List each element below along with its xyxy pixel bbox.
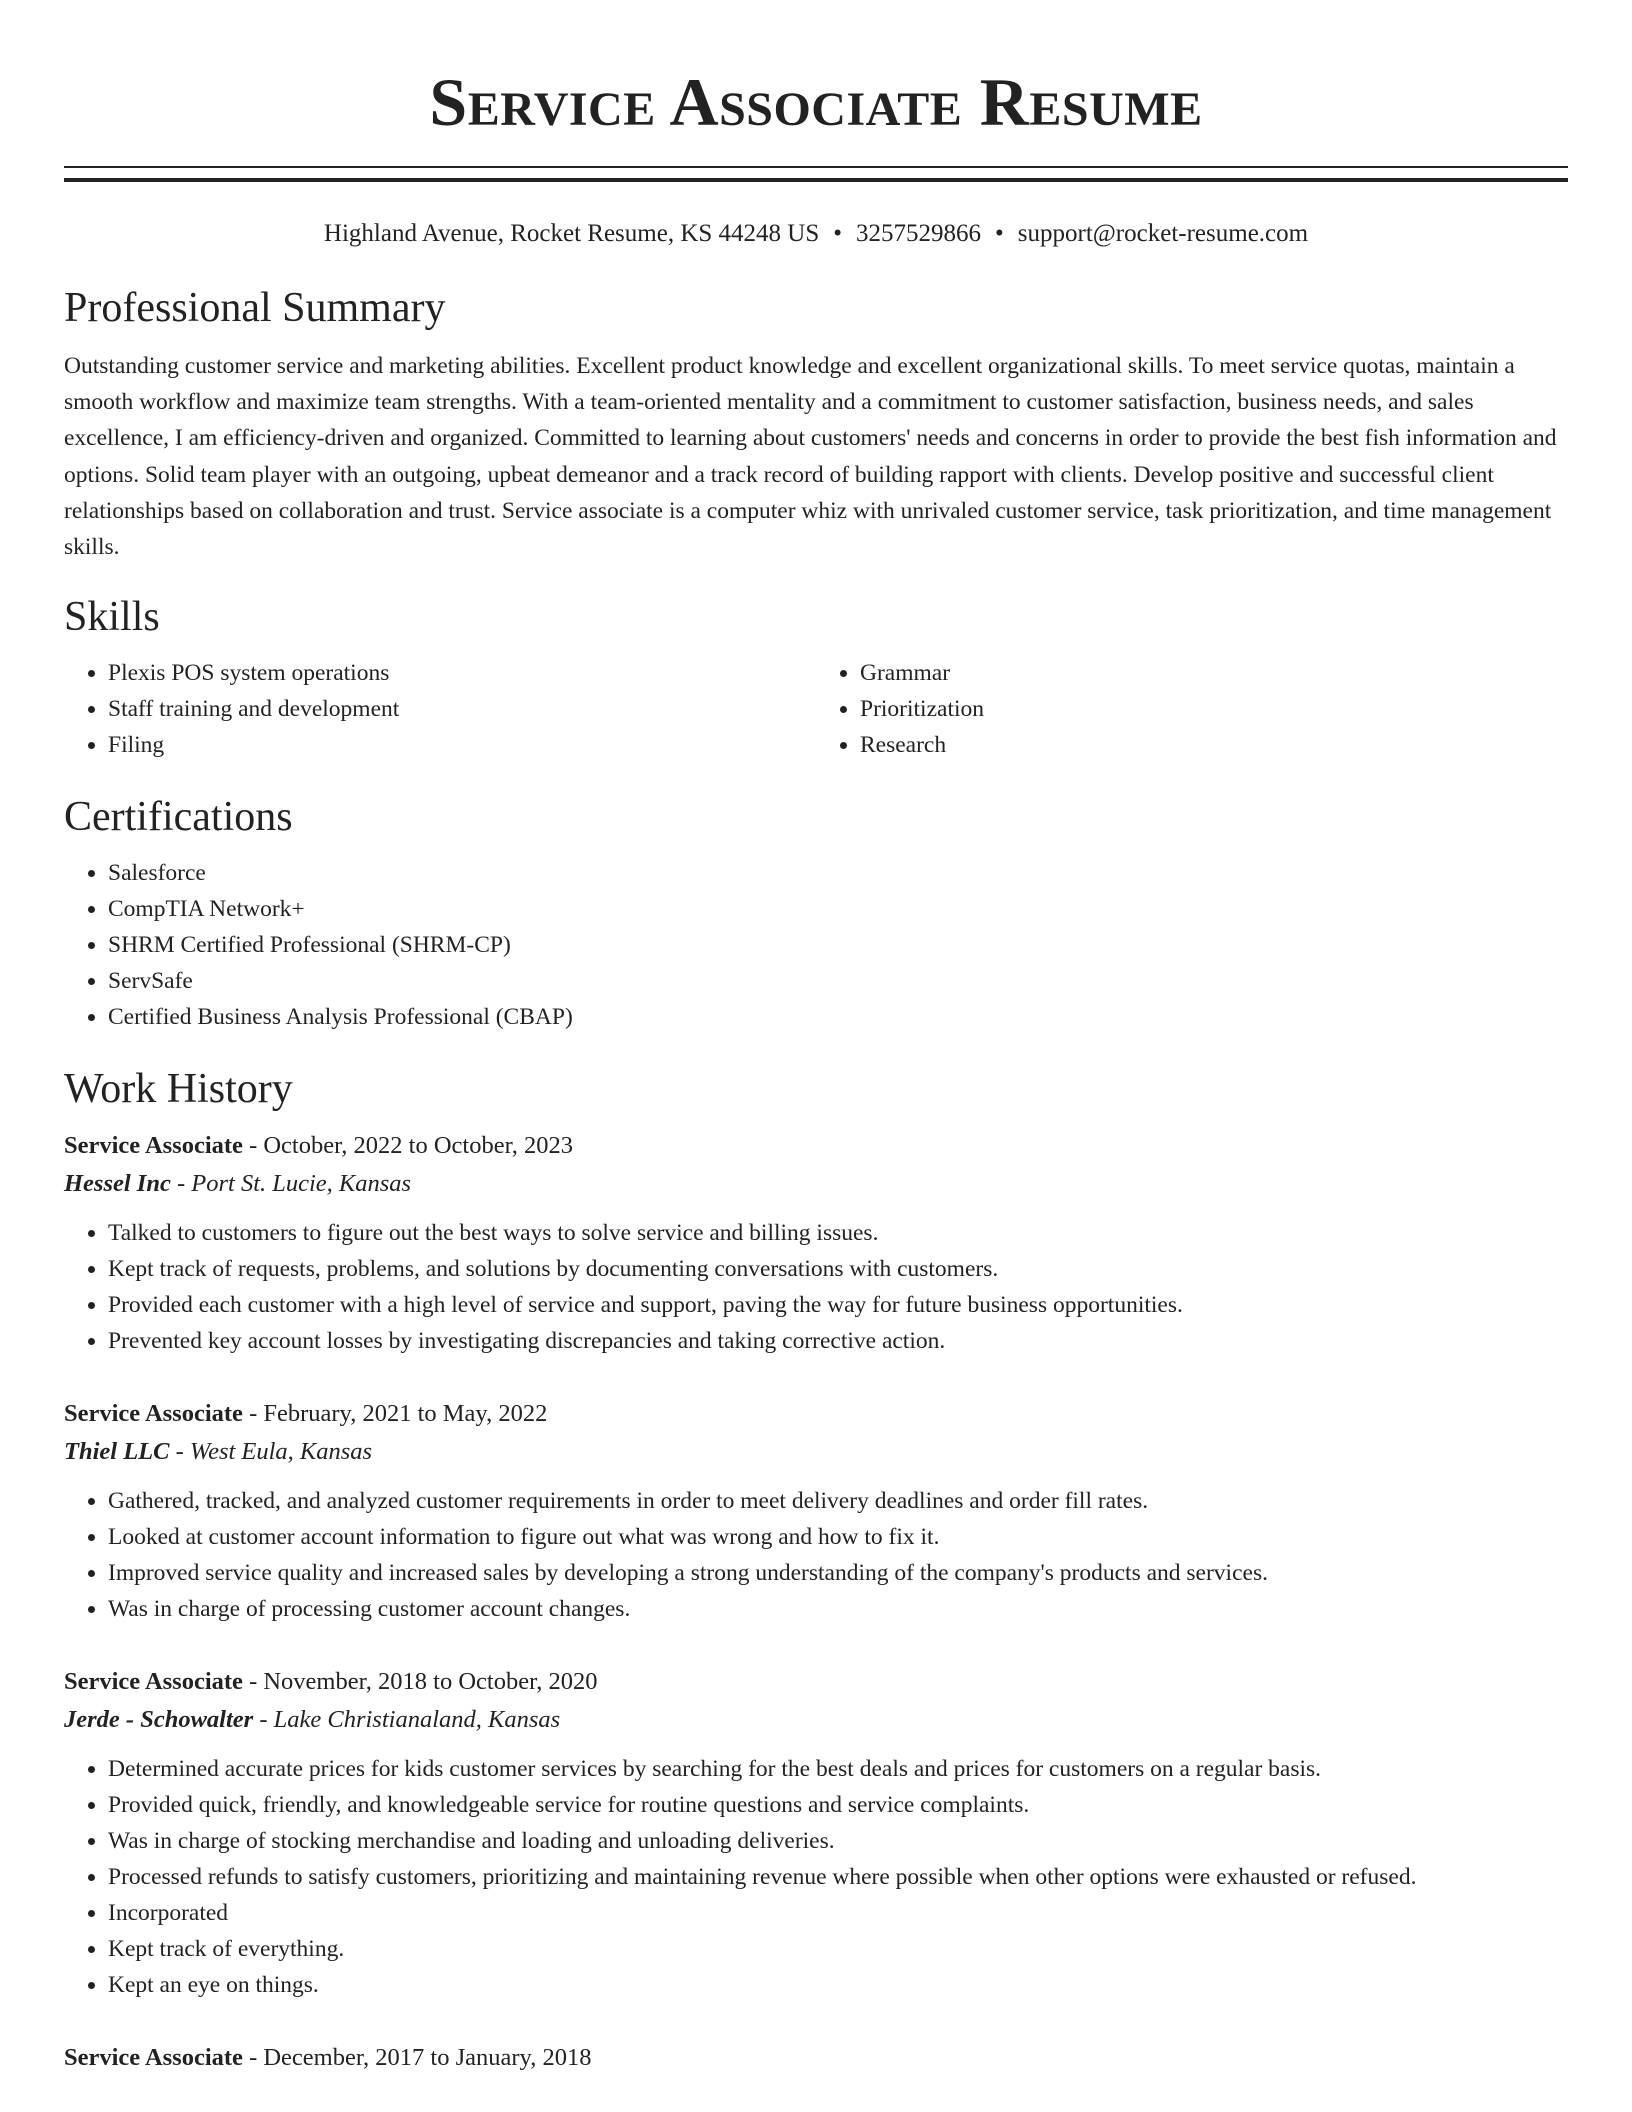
contact-email: support@rocket-resume.com	[1017, 220, 1309, 247]
certification-item: • ServSafe	[108, 963, 1568, 999]
job-dates: February, 2021 to May, 2022	[263, 1400, 548, 1428]
job-title-line	[64, 1127, 1568, 1165]
work-history-heading: Work History	[64, 1066, 293, 1113]
skills-columns	[64, 655, 1568, 763]
job-bullet: • Kept track of requests, problems, and solutions by documenting conversations with customers.	[108, 1251, 1568, 1287]
job-bullets	[64, 1215, 1568, 1359]
contact-phone: 3257529866	[856, 220, 982, 247]
skill-item: • Plexis POS system operations	[108, 655, 816, 691]
job-bullet: • Provided quick, friendly, and knowledgeable service for routine questions and service complaints.	[108, 1787, 1568, 1823]
job-location: Lake Christianaland, Kansas	[273, 1706, 561, 1734]
job-role: Service Associate	[64, 1400, 243, 1428]
certification-item: • Certified Business Analysis Professional (CBAP)	[108, 999, 1568, 1035]
job-company-line	[64, 1165, 1568, 1203]
summary-text: Outstanding customer service and marketing abilities. Excellent product knowledge and excellent organizational skills. To meet service quotas, maintain a smooth workflow and maximize team strengths. With a team-oriented mentality and a commitment to customer satisfaction, business needs, and sales excellence, I am efficiency-driven and organized. Committed to learning about customers' needs and concerns in order to provide the best fish information and options. Solid team player with an outgoing, upbeat demeanor and a track record of building rapport with clients. Develop positive and successful client relationships based on collaboration and trust. Service associate is a computer whiz with unrivaled customer service, task prioritization, and time management skills.	[64, 353, 1557, 561]
job-role: Service Associate	[64, 1668, 243, 1696]
job-bullet: • Was in charge of stocking merchandise and loading and unloading deliveries.	[108, 1823, 1568, 1859]
summary-heading: Professional Summary	[64, 285, 446, 331]
job-dash: -	[242, 2044, 264, 2072]
job-dash: -	[170, 1170, 192, 1198]
contact-separator: •	[833, 220, 843, 247]
job-dash: -	[242, 1132, 264, 1160]
job-role: Service Associate	[64, 2044, 243, 2072]
contact-separator: •	[995, 220, 1004, 247]
job-dates: October, 2022 to October, 2023	[263, 1132, 574, 1160]
job-bullet: • Improved service quality and increased sales by developing a strong understanding of the company's products and services.	[108, 1555, 1568, 1591]
skill-item: • Filing	[108, 727, 816, 763]
skill-item: • Research	[860, 727, 1568, 763]
job-bullet: • Prevented key account losses by investigating discrepancies and taking corrective action.	[108, 1323, 1568, 1359]
job-title-line	[64, 2039, 1568, 2077]
job-bullet: • Talked to customers to figure out the best ways to solve service and billing issues.	[108, 1215, 1568, 1251]
job-bullet: • Gathered, tracked, and analyzed customer requirements in order to meet delivery deadlines and order fill rates.	[108, 1483, 1568, 1519]
job-bullet: • Provided each customer with a high level of service and support, paving the way for future business opportunities.	[108, 1287, 1568, 1323]
contact-address: Highland Avenue, Rocket Resume, KS 44248 US	[323, 220, 820, 247]
skill-item: • Prioritization	[860, 691, 1568, 727]
resume-title: Service Associate Resume	[429, 64, 1203, 140]
job-company: Thiel LLC	[64, 1438, 170, 1466]
job-dates: December, 2017 to January, 2018	[263, 2044, 592, 2072]
summary-section	[64, 282, 1568, 565]
job-bullet: • Kept an eye on things.	[108, 1967, 1568, 2003]
skill-item: • Grammar	[860, 655, 1568, 691]
certification-item: • Salesforce	[108, 855, 1568, 891]
job-location: Port St. Lucie, Kansas	[191, 1170, 412, 1198]
job-bullet: • Looked at customer account information to figure out what was wrong and how to fix it.	[108, 1519, 1568, 1555]
job-entry	[64, 1663, 1568, 2003]
skills-list-left	[64, 655, 816, 763]
job-bullet: • Determined accurate prices for kids customer services by searching for the best deals and prices for customers on a regular basis.	[108, 1751, 1568, 1787]
job-bullets	[64, 1751, 1568, 2003]
job-company-line	[64, 1701, 1568, 1739]
work-history-section	[64, 1063, 1568, 2077]
job-entry	[64, 2039, 1568, 2077]
skill-item: • Staff training and development	[108, 691, 816, 727]
title-divider	[64, 166, 1568, 182]
job-bullet: • Was in charge of processing customer account changes.	[108, 1591, 1568, 1627]
job-dash: -	[242, 1668, 264, 1696]
job-entry	[64, 1127, 1568, 1359]
contact-line	[64, 218, 1568, 250]
certifications-heading: Certifications	[64, 794, 293, 841]
job-company-line	[64, 1433, 1568, 1471]
skills-list-right	[816, 655, 1568, 763]
job-dash: -	[253, 1706, 274, 1734]
certification-item: • CompTIA Network+	[108, 891, 1568, 927]
job-entry	[64, 1395, 1568, 1627]
job-bullet: • Kept track of everything.	[108, 1931, 1568, 1967]
job-bullet: • Processed refunds to satisfy customers, prioritizing and maintaining revenue where possible when other options were exhausted or refused.	[108, 1859, 1568, 1895]
job-dates: November, 2018 to October, 2020	[263, 1668, 598, 1696]
certifications-list	[64, 855, 1568, 1035]
certifications-section	[64, 791, 1568, 1035]
skills-heading: Skills	[64, 594, 160, 641]
job-title-line	[64, 1395, 1568, 1433]
job-dash: -	[169, 1438, 190, 1466]
certification-item: • SHRM Certified Professional (SHRM-CP)	[108, 927, 1568, 963]
job-location: West Eula, Kansas	[189, 1438, 373, 1466]
job-role: Service Associate	[64, 1132, 243, 1160]
job-dash: -	[242, 1400, 264, 1428]
job-bullets	[64, 1483, 1568, 1627]
job-company: Hessel Inc	[64, 1170, 171, 1198]
skills-section	[64, 591, 1568, 763]
job-bullet: • Incorporated	[108, 1895, 1568, 1931]
job-title-line	[64, 1663, 1568, 1701]
job-company: Jerde - Schowalter	[64, 1706, 254, 1734]
